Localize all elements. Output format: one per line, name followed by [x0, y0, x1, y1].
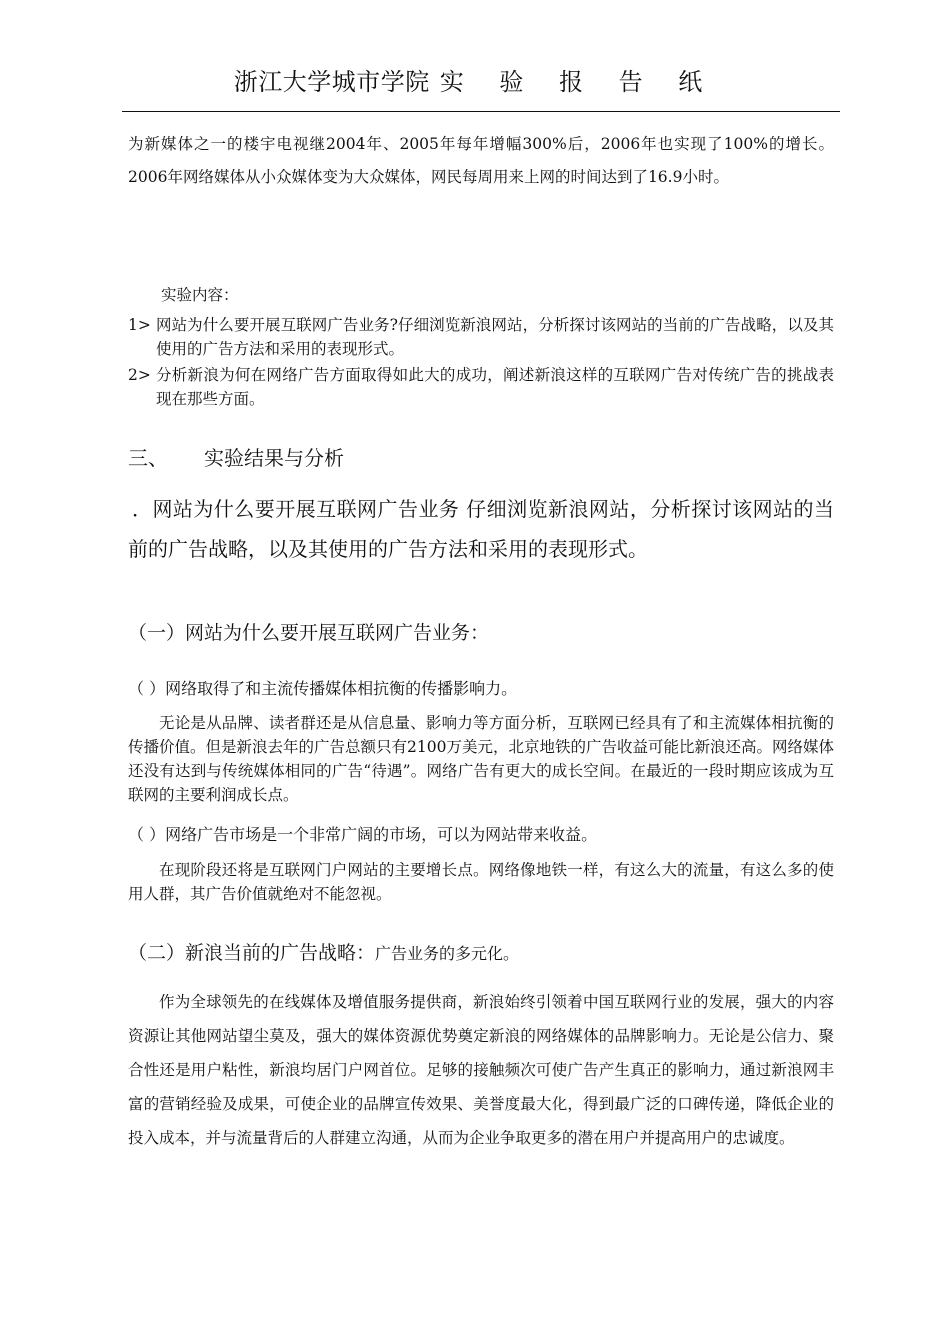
content-item-2 — [128, 363, 834, 411]
part1-bullet-2: （ ）网络广告市场是一个非常广阔的市场，可以为网站带来收益。 — [128, 825, 598, 844]
part1-paragraph-1: 无论是从品牌、读者群还是从信息量、影响力等方面分析，互联网已经具有了和主流媒体相抗衡的传播价值。但是新浪去年的广告总额只有2100万美元，北京地铁的广告收益可能比新浪还高。网络媒体还没有达到与传统媒体相同的广告“待遇”。网络广告有更大的成长空间。在最近的一段时期应该成为互联网的主要利润成长点。 — [128, 714, 834, 804]
part1-bullet-1: （ ）网络取得了和主流传播媒体相抗衡的传播影响力。 — [128, 679, 518, 698]
part2-paragraph: 作为全球领先的在线媒体及增值服务提供商，新浪始终引领着中国互联网行业的发展，强大的内容资源让其他网站望尘莫及，强大的媒体资源优势奠定新浪的网络媒体的品牌影响力。无论是公信力、聚合性还是用户粘性，新浪均居门户网首位。足够的接触频次可使广告产生真正的影响力，通过新浪网丰富的营销经验及成果，可使企业的品牌宣传效果、美誉度最大化，得到最广泛的口碑传递，降低企业的投入成本，并与流量背后的人群建立沟通，从而为企业争取更多的潜在用户并提高用户的忠诚度。 — [128, 993, 834, 1147]
part2-heading-text: （二）新浪当前的广告战略： — [128, 942, 376, 964]
question-paragraph: ．网站为什么要开展互联网广告业务 仔细浏览新浪网站，分析探讨该网站的当前的广告战略，以及其使用的广告方法和采用的表现形式。 — [128, 497, 834, 561]
item-number: 2> — [128, 366, 151, 384]
content-label: 实验内容： — [161, 286, 239, 304]
part1-paragraph-2: 在现阶段还将是互联网门户网站的主要增长点。网络像地铁一样，有这么大的流量，有这么多的使用人群，其广告价值就绝对不能忽视。 — [128, 861, 834, 903]
section-heading — [128, 443, 834, 473]
item-text: 分析新浪为何在网络广告方面取得如此大的成功，阐述新浪这样的互联网广告对传统广告的挑战表现在那些方面。 — [156, 366, 834, 408]
part2-heading-tail: 广告业务的多元化。 — [375, 944, 520, 963]
item-number: 1> — [128, 316, 151, 334]
section-title: 实验结果与分析 — [204, 446, 344, 470]
section-number: 三、 — [128, 446, 168, 470]
part2-heading — [128, 938, 834, 969]
school-name: 浙江大学城市学院 — [233, 68, 430, 96]
item-text: 网站为什么要开展互联网广告业务?仔细浏览新浪网站，分析探讨该网站的当前的广告战略，以及其使用的广告方法和采用的表现形式。 — [156, 316, 834, 358]
intro-paragraph: 为新媒体之一的楼宇电视继2004年、2005年每年增幅300%后，2006年也实现了100%的增长。2006年网络媒体从小众媒体变为大众媒体，网民每周用来上网的时间达到了16.9小时。 — [128, 135, 834, 186]
content-item-1 — [128, 313, 834, 361]
page-header — [0, 62, 950, 102]
header-rule — [122, 111, 840, 112]
part1-heading: （一）网站为什么要开展互联网广告业务： — [128, 622, 490, 644]
report-type: 实 验 报 告 纸 — [439, 68, 717, 96]
